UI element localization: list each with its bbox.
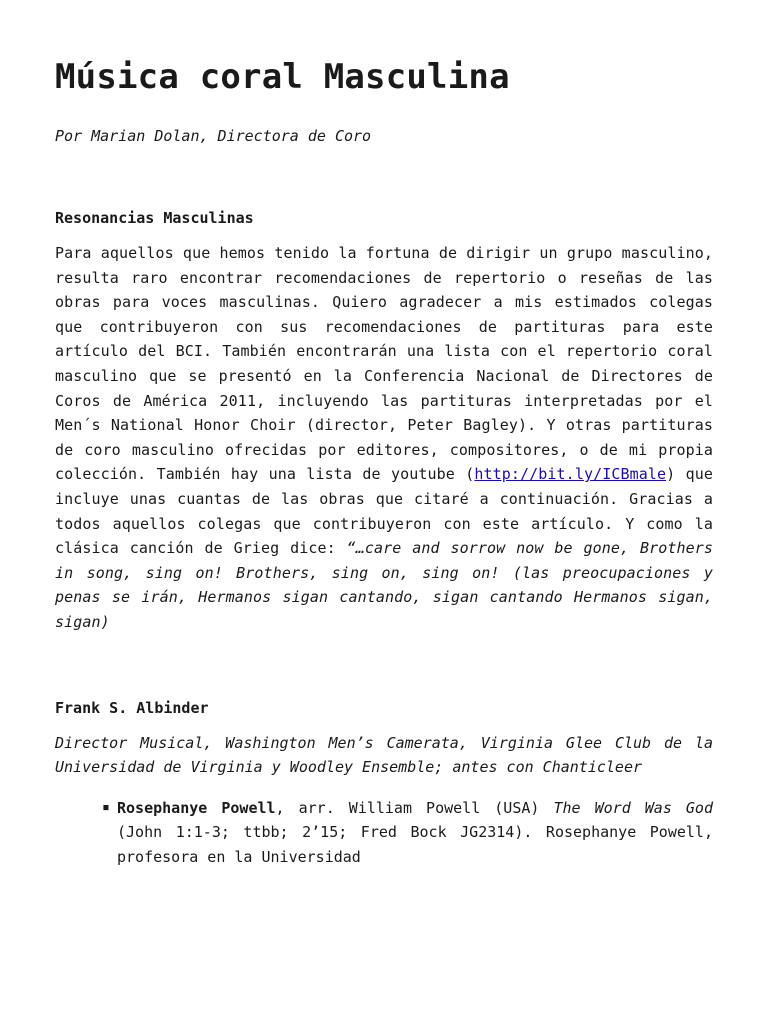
albinder-role: Director Musical, Washington Men’s Camerata, Virginia Glee Club de la Universidad de Virginia y Woodley Ensemble; antes con Chanticleer bbox=[55, 733, 713, 777]
author-byline: Por Marian Dolan, Directora de Coro bbox=[55, 127, 372, 145]
works-list bbox=[55, 796, 713, 870]
list-item bbox=[102, 796, 713, 870]
work-title: The Word Was God bbox=[553, 798, 713, 817]
intro-paragraph bbox=[55, 241, 713, 635]
work-details: (John 1:1-3; ttbb; 2’15; Fred Bock JG2314). Rosephanye Powell, profesora en la Universidad bbox=[117, 823, 713, 866]
intro-text-part1: Para aquellos que hemos tenido la fortuna de dirigir un grupo masculino, resulta raro encontrar recomendaciones de repertorio o reseñas de las obras para voces masculinas. Quiero agradecer a mis estimados colegas que contribuyeron con sus recomendaciones de partituras para este artículo del BCI. También encontrarán una lista con el repertorio coral masculino que se presentó en la Conferencia Nacional de Directores de Coros de América 2011, incluyendo las partituras interpretadas por el Men´s National Honor Choir (director, Peter Bagley). Y otras partituras de coro masculino ofrecidas por editores, compositores, o de mi propia colección. También hay una lista de youtube ( bbox=[55, 244, 713, 484]
composer-name: Rosephanye Powell bbox=[117, 798, 276, 817]
arranger-text: , arr. William Powell (USA) bbox=[275, 798, 554, 817]
intro-text-part2: ) que incluye unas cuantas de las obras que citaré a continuación. Gracias a todos aquellos colegas que contribuyeron con este artículo. Y como la clásica canción de Grieg dice: bbox=[55, 465, 713, 558]
square-bullet-icon: ▪ bbox=[102, 799, 110, 815]
section-heading-resonancias: Resonancias Masculinas bbox=[55, 209, 254, 227]
grieg-quote: “…care and sorrow now be gone, Brothers in song, sing on! Brothers, sing on, sing on! (las preocupaciones y penas se irán, Hermanos sigan cantando, sigan cantando Hermanos sigan, sigan) bbox=[55, 539, 713, 631]
page-title: Música coral Masculina bbox=[55, 57, 510, 97]
youtube-list-link[interactable]: http://bit.ly/ICBmale bbox=[474, 465, 667, 484]
section-heading-albinder: Frank S. Albinder bbox=[55, 698, 209, 717]
